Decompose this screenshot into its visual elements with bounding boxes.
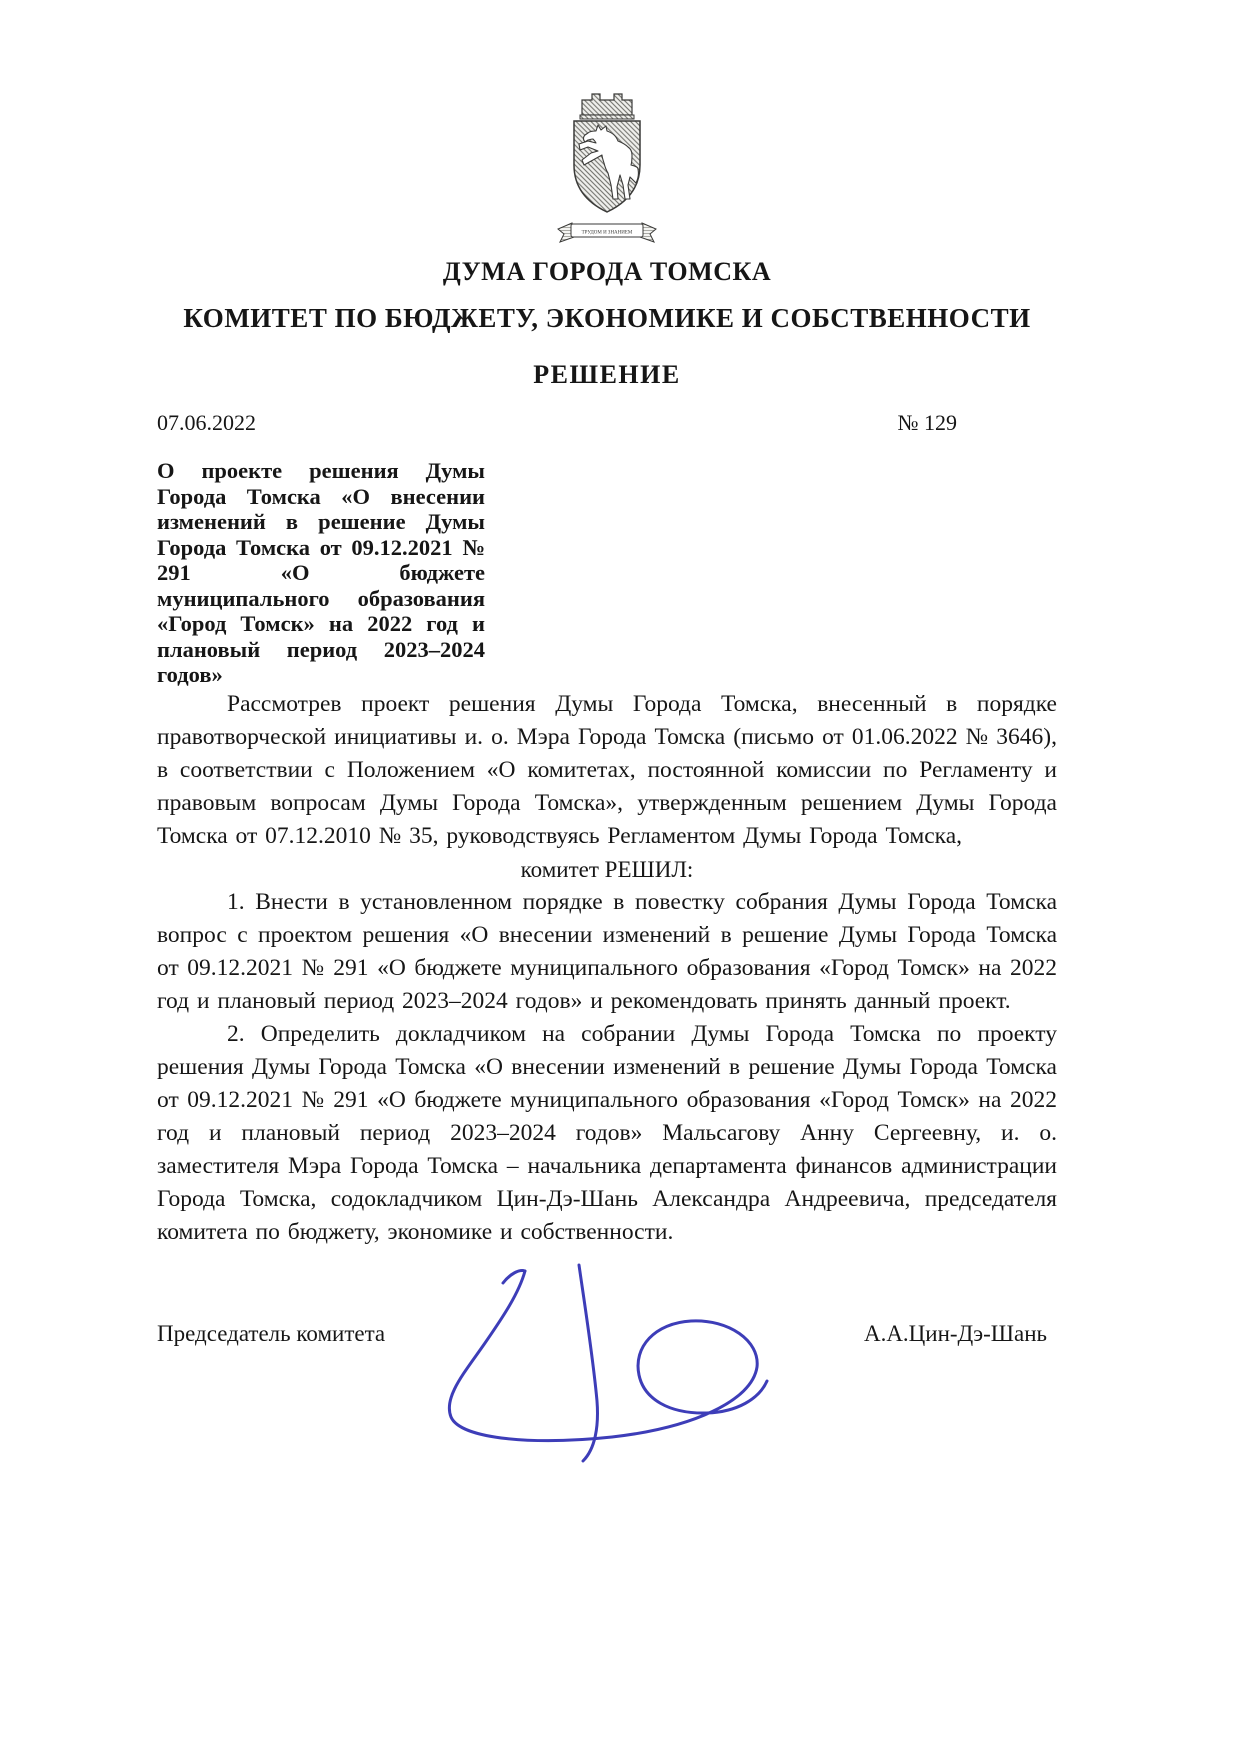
handwritten-signature [407,1259,795,1475]
crown-icon [582,94,632,115]
tomsk-coat-of-arms [549,85,665,245]
signer-position-label: Председатель комитета [157,1320,386,1346]
coat-of-arms-icon [551,85,663,245]
document-date: 07.06.2022 [157,410,256,435]
document-meta-row [157,410,1057,436]
document-number: № 129 [897,410,957,435]
resolution-item-1: 1. Внести в установленном порядке в повестку собрания Думы Города Томска вопрос с проектом решения «О внесении изменений в решение Думы Города Томска от 09.12.2021 № 291 «О бюджете муниципального образования «Город Томск» на 2022 год и плановый период 2023–2024 годов» и рекомендовать принять данный проект. [157,888,1057,1014]
document-subject: О проекте решения Думы Города Томска «О внесении изменений в решение Думы Города Томска от 09.12.2021 № 291 «О бюджете муниципального образования «Город Томск» на 2022 год и плановый период 2023–2024 годов» [157,458,485,687]
document-content [157,0,1057,1347]
resolution-heading: комитет РЕШИЛ: [520,856,694,882]
resolution-item-2: 2. Определить докладчиком на собрании Думы Города Томска по проекту решения Думы Города Томска «О внесении изменений в решение Думы Города Томска от 09.12.2021 № 291 «О бюджете муниципального образования «Город Томск» на 2022 год и плановый период 2023–2024 годов» Мальсагову Анну Сергеевну, и. о. заместителя Мэра Города Томска – начальника департамента финансов администрации Города Томска, содокладчиком Цин-Дэ-Шань Александра Андреевича, председателя комитета по бюджету, экономике и собственности. [157,1020,1057,1245]
signature-block [157,1321,1057,1347]
ribbon-motto-text: ТРУДОМ И ЗНАНИЕМ [581,230,633,236]
document-type-title: РЕШЕНИЕ [533,360,681,389]
document-body [157,688,1057,1249]
preamble-paragraph: Рассмотрев проект решения Думы Города Томска, внесенный в порядке правотворческой инициативы и. о. Мэра Города Томска (письмо от 01.06.2022 № 3646), в соответствии с Положением «О комитетах, постоянной комиссии по Регламенту и правовым вопросам Думы Города Томска», утвержденным решением Думы Города Томска от 07.12.2010 № 35, руководствуясь Регламентом Думы Города Томска, [157,690,1057,849]
signer-name: А.А.Цин-Дэ-Шань [863,1320,1047,1346]
committee-title: КОМИТЕТ ПО БЮДЖЕТУ, ЭКОНОМИКЕ И СОБСТВЕННОСТИ [183,303,1031,333]
organization-title: ДУМА ГОРОДА ТОМСКА [442,257,772,286]
